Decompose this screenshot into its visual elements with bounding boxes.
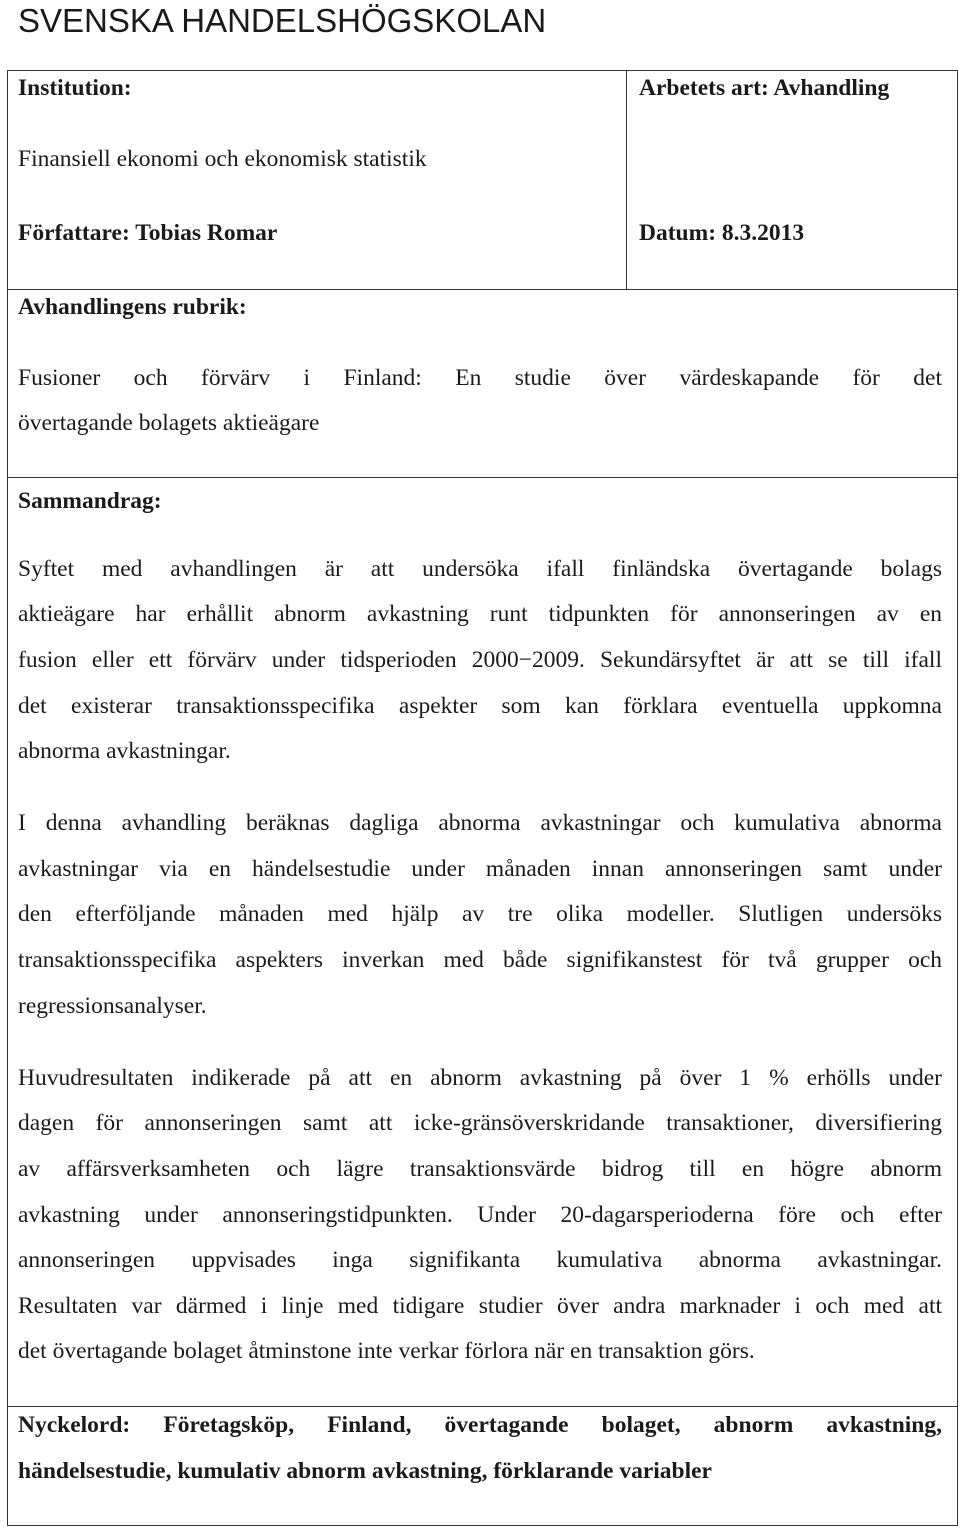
summary-line: aktieägare har erhållit abnorm avkastning runt tidpunkten för annonseringen av en [18, 601, 942, 627]
divider-summary [7, 477, 958, 478]
summary-line: avkastning under annonseringstidpunkten. Under 20-dagarsperioderna före och efter [18, 1202, 942, 1228]
thesis-title-line: Fusioner och förvärv i Finland: En studie över värdeskapande för det [18, 365, 942, 391]
institution-label: Institution: [18, 75, 132, 101]
summary-line: av affärsverksamheten och lägre transaktionsvärde bidrog till en högre abnorm [18, 1156, 942, 1182]
summary-line: dagen för annonseringen samt att icke-gränsöverskridande transaktioner, diversifiering [18, 1110, 942, 1136]
summary-line: annonseringen uppvisades inga signifikanta kumulativa abnorma avkastningar. [18, 1247, 942, 1273]
summary-line: den efterföljande månaden med hjälp av tre olika modeller. Slutligen undersöks [18, 901, 942, 927]
thesis-title-line: övertagande bolagets aktieägare [18, 410, 320, 436]
summary-line: det existerar transaktionsspecifika aspekter som kan förklara eventuella uppkomna [18, 693, 942, 719]
date-label: Datum: 8.3.2013 [639, 220, 805, 246]
column-divider [626, 70, 627, 290]
summary-line: Huvudresultaten indikerade på att en abnorm avkastning på över 1 % erhölls under [18, 1065, 942, 1091]
summary-label: Sammandrag: [18, 488, 162, 514]
summary-line: abnorma avkastningar. [18, 738, 231, 764]
work-type-label: Arbetets art: Avhandling [639, 75, 890, 101]
thesis-title-label: Avhandlingens rubrik: [18, 294, 247, 320]
summary-line: fusion eller ett förvärv under tidsperioden 2000−2009. Sekundärsyftet är att se till ifall [18, 647, 942, 673]
keywords-line: händelsestudie, kumulativ abnorm avkastning, förklarande variabler [18, 1458, 712, 1484]
summary-line: avkastningar via en händelsestudie under månaden innan annonseringen samt under [18, 856, 942, 882]
summary-line: transaktionsspecifika aspekters inverkan med både signifikanstest för två grupper och [18, 947, 942, 973]
divider-title [7, 289, 958, 290]
institution-value: Finansiell ekonomi och ekonomisk statistik [18, 146, 427, 172]
summary-line: Resultaten var därmed i linje med tidigare studier över andra marknader i och med att [18, 1293, 942, 1319]
summary-line: det övertagande bolaget åtminstone inte verkar förlora när en transaktion görs. [18, 1338, 755, 1364]
school-header: SVENSKA HANDELSHÖGSKOLAN [18, 2, 547, 39]
summary-line: I denna avhandling beräknas dagliga abnorma avkastningar och kumulativa abnorma [18, 810, 942, 836]
summary-line: Syftet med avhandlingen är att undersöka ifall finländska övertagande bolags [18, 556, 942, 582]
divider-keywords [7, 1406, 958, 1407]
summary-line: regressionsanalyser. [18, 993, 207, 1019]
author-label: Författare: Tobias Romar [18, 220, 278, 246]
keywords-line: Nyckelord: Företagsköp, Finland, övertagande bolaget, abnorm avkastning, [18, 1412, 942, 1438]
